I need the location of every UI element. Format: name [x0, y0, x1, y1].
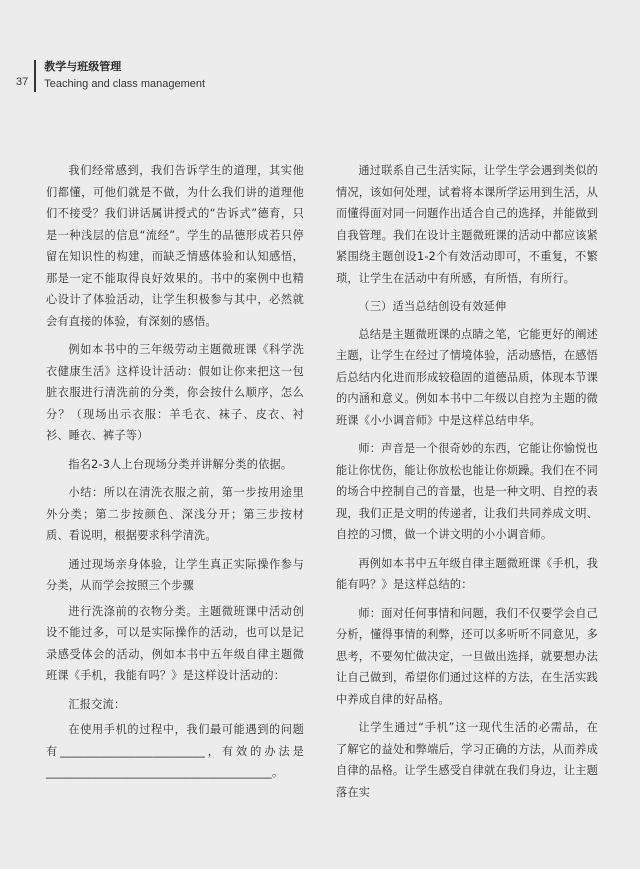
paragraph: 我们经常感到，我们告诉学生的道理，其实他们都懂，可他们就是不做，为什么我们讲的道理他们不接受？我们讲话属讲授式的“告诉式”德育，只是一种浅层的信息“流经”。学生的品德形成若只停留在知识性的构建，而缺乏情感体验和认知感悟，那是一定不能取得良好效果的。书中的案例中也精心设计了体验活动，让学生积极参与其中，必然就会有直接的体验，有深刻的感悟。 — [46, 164, 304, 328]
header-divider — [34, 60, 36, 92]
paragraph: 通过联系自己生活实际，让学生学会遇到类似的情况，该如何处理，试着将本课所学运用到生活，从而懂得面对同一问题作出适合自己的选择，并能做到自我管理。我们在设计主题微班课的活动中都应该紧紧围绕主题创设1-2个有效活动即可，不重复，不繁琐，让学生在活动中有所感，有所悟，有所行。 — [336, 164, 598, 285]
paragraph: 例如本书中的三年级劳动主题微班课《科学洗衣健康生活》这样设计活动：假如让你来把这一包脏衣服进行清洗前的分类，你会按什么顺序，怎么分？（现场出示衣服：羊毛衣、袜子、皮衣、衬衫、睡衣、裤子等） — [46, 343, 304, 442]
paragraph: 进行洗涤前的衣物分类。主题微班课中活动创设不能过多，可以是实际操作的活动，也可以是记录感受体会的活动，例如本书中五年级自律主题微班课《手机，我能有吗？》是这样设计活动的： — [46, 604, 304, 682]
page-header — [16, 60, 205, 92]
section-title-chinese: 教学与班级管理 — [44, 60, 122, 73]
header-titles — [44, 60, 205, 92]
section-heading: （三）适当总结创设有效延伸 — [358, 300, 507, 313]
paragraph: 指名2-3人上台现场分类并讲解分类的依据。 — [68, 457, 293, 471]
paragraph: 师：面对任何事情和问题，我们不仅要学会自己分析，懂得事情的利弊，还可以多听听不同意见，多思考，不要匆忙做决定，一旦做出选择，就要想办法让自己做到，希望你们通过这样的方法，在生活实践中养成自律的好品格。 — [336, 606, 598, 706]
paragraph: 在使用手机的过程中，我们最可能遇到的问题有_________________________，有效的办法是_______________________________________。 — [46, 723, 304, 779]
paragraph: 小结：所以在清洗衣服之前，第一步按用途里外分类；第二步按颜色、深浅分开；第三步按材质、看说明，根据要求科学清洗。 — [46, 486, 304, 542]
paragraph: 总结是主题微班课的点睛之笔，它能更好的阐述主题，让学生在经过了情境体验，活动感悟，在感悟后总结内化进而形成较稳固的道德品质，体现本节课的内涵和意义。例如本书中二年级以自控为主题的微班课《小小调音师》中是这样总结申华。 — [336, 327, 598, 427]
paragraph: 再例如本书中五年级自律主题微班课《手机，我能有吗？》是这样总结的： — [336, 556, 598, 591]
left-column — [46, 160, 304, 791]
section-title-english: Teaching and class management — [44, 78, 206, 90]
paragraph: 师：声音是一个很奇妙的东西，它能让你愉悦也能让你忧伤，能让你放松也能让你烦躁。我们在不同的场合中控制自己的音量，也是一种文明、自控的表现，我们正是文明的传递者，让我们共同养成文明、自控的习惯，做一个讲文明的小小调音师。 — [336, 442, 598, 541]
paragraph: 汇报交流： — [68, 697, 126, 711]
right-column — [336, 160, 598, 810]
paragraph: 让学生通过“手机”这一现代生活的必需品，在了解它的益处和弊端后，学习正确的方法，从而养成自律的品格。让学生感受自律就在我们身边，让主题落在实 — [336, 721, 598, 799]
paragraph: 通过现场亲身体验，让学生真正实际操作参与分类，从而学会按照三个步骤 — [46, 557, 304, 592]
page-number: 37 — [16, 76, 29, 88]
